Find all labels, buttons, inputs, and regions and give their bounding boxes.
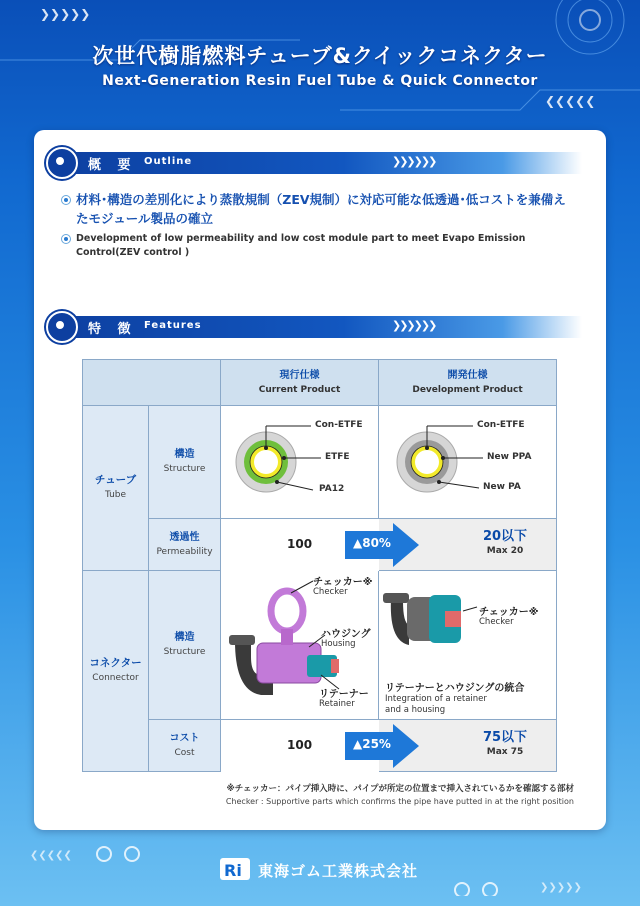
outline-title-jp: 概 要 — [88, 158, 137, 173]
label-new-ppa: New PPA — [487, 452, 532, 462]
row-cost — [149, 720, 221, 772]
cost-values — [221, 720, 557, 772]
cost-dev-target — [445, 730, 565, 760]
permeability-label-jp: 透過性 — [169, 531, 200, 543]
category-tube-en: Tube — [104, 490, 127, 500]
page-title-en: Next-Generation Resin Fuel Tube & Quick Connector — [102, 73, 538, 89]
structure-label-en: Structure — [163, 464, 206, 474]
header-dev-en: Development Product — [412, 384, 523, 395]
company-name: 東海ゴム工業株式会社 — [258, 862, 419, 880]
tube-dev-cross-section — [379, 406, 557, 518]
header-development — [379, 360, 557, 406]
chevrons-icon: ❯❯❯❯❯❯ — [392, 155, 436, 168]
structure-label-en: Structure — [163, 647, 206, 657]
perm-dev-max: Max 20 — [486, 546, 524, 556]
perm-current-value: 100 — [287, 537, 313, 551]
cost-reduction: ▲25% — [353, 737, 391, 751]
structure-label-jp: 構造 — [174, 632, 195, 643]
tube-dev-structure-cell — [379, 406, 557, 519]
label-etfe: ETFE — [325, 452, 350, 462]
dev-integration-jp: リテーナーとハウジングの統合 — [385, 683, 525, 694]
svg-text:Ri: Ri — [224, 861, 242, 880]
conn-retainer-jp: リテーナー — [319, 689, 369, 700]
footnote-en: Checker : Supportive parts which confirms the pipe have putted in at the right position — [225, 797, 574, 806]
conn-checker-en: Checker — [313, 587, 348, 597]
svg-text:❯❯❯❯❯: ❯❯❯❯❯ — [40, 7, 91, 21]
perm-reduction: ▲80% — [353, 536, 391, 550]
permeability-values — [221, 519, 557, 571]
svg-text:❯❯❯❯❯: ❯❯❯❯❯ — [540, 882, 582, 893]
header-current-jp: 現行仕様 — [279, 369, 320, 381]
dev-integration-en2: and a housing — [385, 705, 446, 715]
perm-dev-target — [445, 529, 565, 559]
chevrons-icon: ❯❯❯❯❯❯ — [392, 319, 436, 332]
category-connector-en: Connector — [92, 673, 139, 683]
outline-text-jp: 材料･構造の差別化により蒸散規制（ZEV規制）に対応可能な低透過･低コストを兼備えたモジュール製品の確立 — [76, 192, 566, 226]
structure-label-jp: 構造 — [174, 449, 195, 460]
connector-current-cell — [221, 571, 379, 720]
features-title-en: Features — [144, 320, 202, 331]
label-new-pa: New PA — [483, 482, 521, 492]
company-logo-icon — [220, 858, 250, 880]
dev-integration-en1: Integration of a retainer — [385, 694, 487, 704]
dev-checker-en: Checker — [479, 617, 514, 627]
cost-label-jp: コスト — [169, 732, 200, 744]
category-tube-jp: チューブ — [94, 474, 137, 486]
footnote-jp: ※チェッカー：パイプ挿入時に、パイプが所定の位置まで挿入されているかを確認する部材 — [226, 784, 574, 794]
category-connector-jp: コネクター — [89, 657, 142, 669]
header-dev-jp: 開発仕様 — [447, 369, 488, 381]
row-permeability — [149, 519, 221, 571]
bullet-icon — [61, 195, 71, 205]
dev-checker-jp: チェッカー※ — [479, 607, 539, 618]
conn-retainer-en: Retainer — [319, 699, 355, 709]
row-connector-structure — [149, 571, 221, 720]
row-tube-structure — [149, 406, 221, 519]
label-pa12: PA12 — [319, 484, 345, 494]
svg-text:❮❮❮❮❮: ❮❮❮❮❮ — [545, 94, 596, 108]
permeability-label-en: Permeability — [156, 546, 213, 557]
connector-dev-cell — [379, 571, 557, 720]
conn-housing-en: Housing — [321, 639, 356, 649]
conn-housing-jp: ハウジング — [321, 629, 371, 640]
perm-dev-value: 20以下 — [482, 529, 528, 544]
header-current — [221, 360, 379, 406]
label-con-etfe-dev: Con-ETFE — [477, 420, 525, 430]
category-connector — [83, 571, 149, 772]
category-tube — [83, 406, 149, 571]
features-title-jp: 特 徴 — [88, 322, 137, 337]
header-current-en: Current Product — [258, 384, 341, 395]
cost-label-en: Cost — [174, 747, 195, 758]
cost-current-value: 100 — [287, 738, 313, 752]
outline-title-en: Outline — [144, 156, 193, 167]
cost-dev-value: 75以下 — [482, 730, 528, 745]
spec-table — [82, 359, 557, 772]
svg-text:❮❮❮❮❮: ❮❮❮❮❮ — [30, 850, 72, 861]
conn-checker-jp: チェッカー※ — [313, 577, 373, 588]
tube-current-structure-cell — [221, 406, 379, 519]
outline-section-bar — [52, 152, 582, 174]
section-circle-icon — [46, 147, 78, 179]
features-section-bar — [52, 316, 582, 338]
outline-text-en: Development of low permeability and low cost module part to meet Evapo Emission Control(ZEV control ) — [76, 233, 526, 258]
label-con-etfe: Con-ETFE — [315, 420, 363, 430]
header-empty-cell — [83, 360, 221, 406]
cost-dev-max: Max 75 — [486, 747, 524, 757]
section-circle-icon — [46, 311, 78, 343]
page-title-jp: 次世代樹脂燃料チューブ&クイックコネクター — [92, 44, 548, 68]
bullet-icon — [61, 234, 71, 244]
content-panel — [34, 130, 606, 830]
